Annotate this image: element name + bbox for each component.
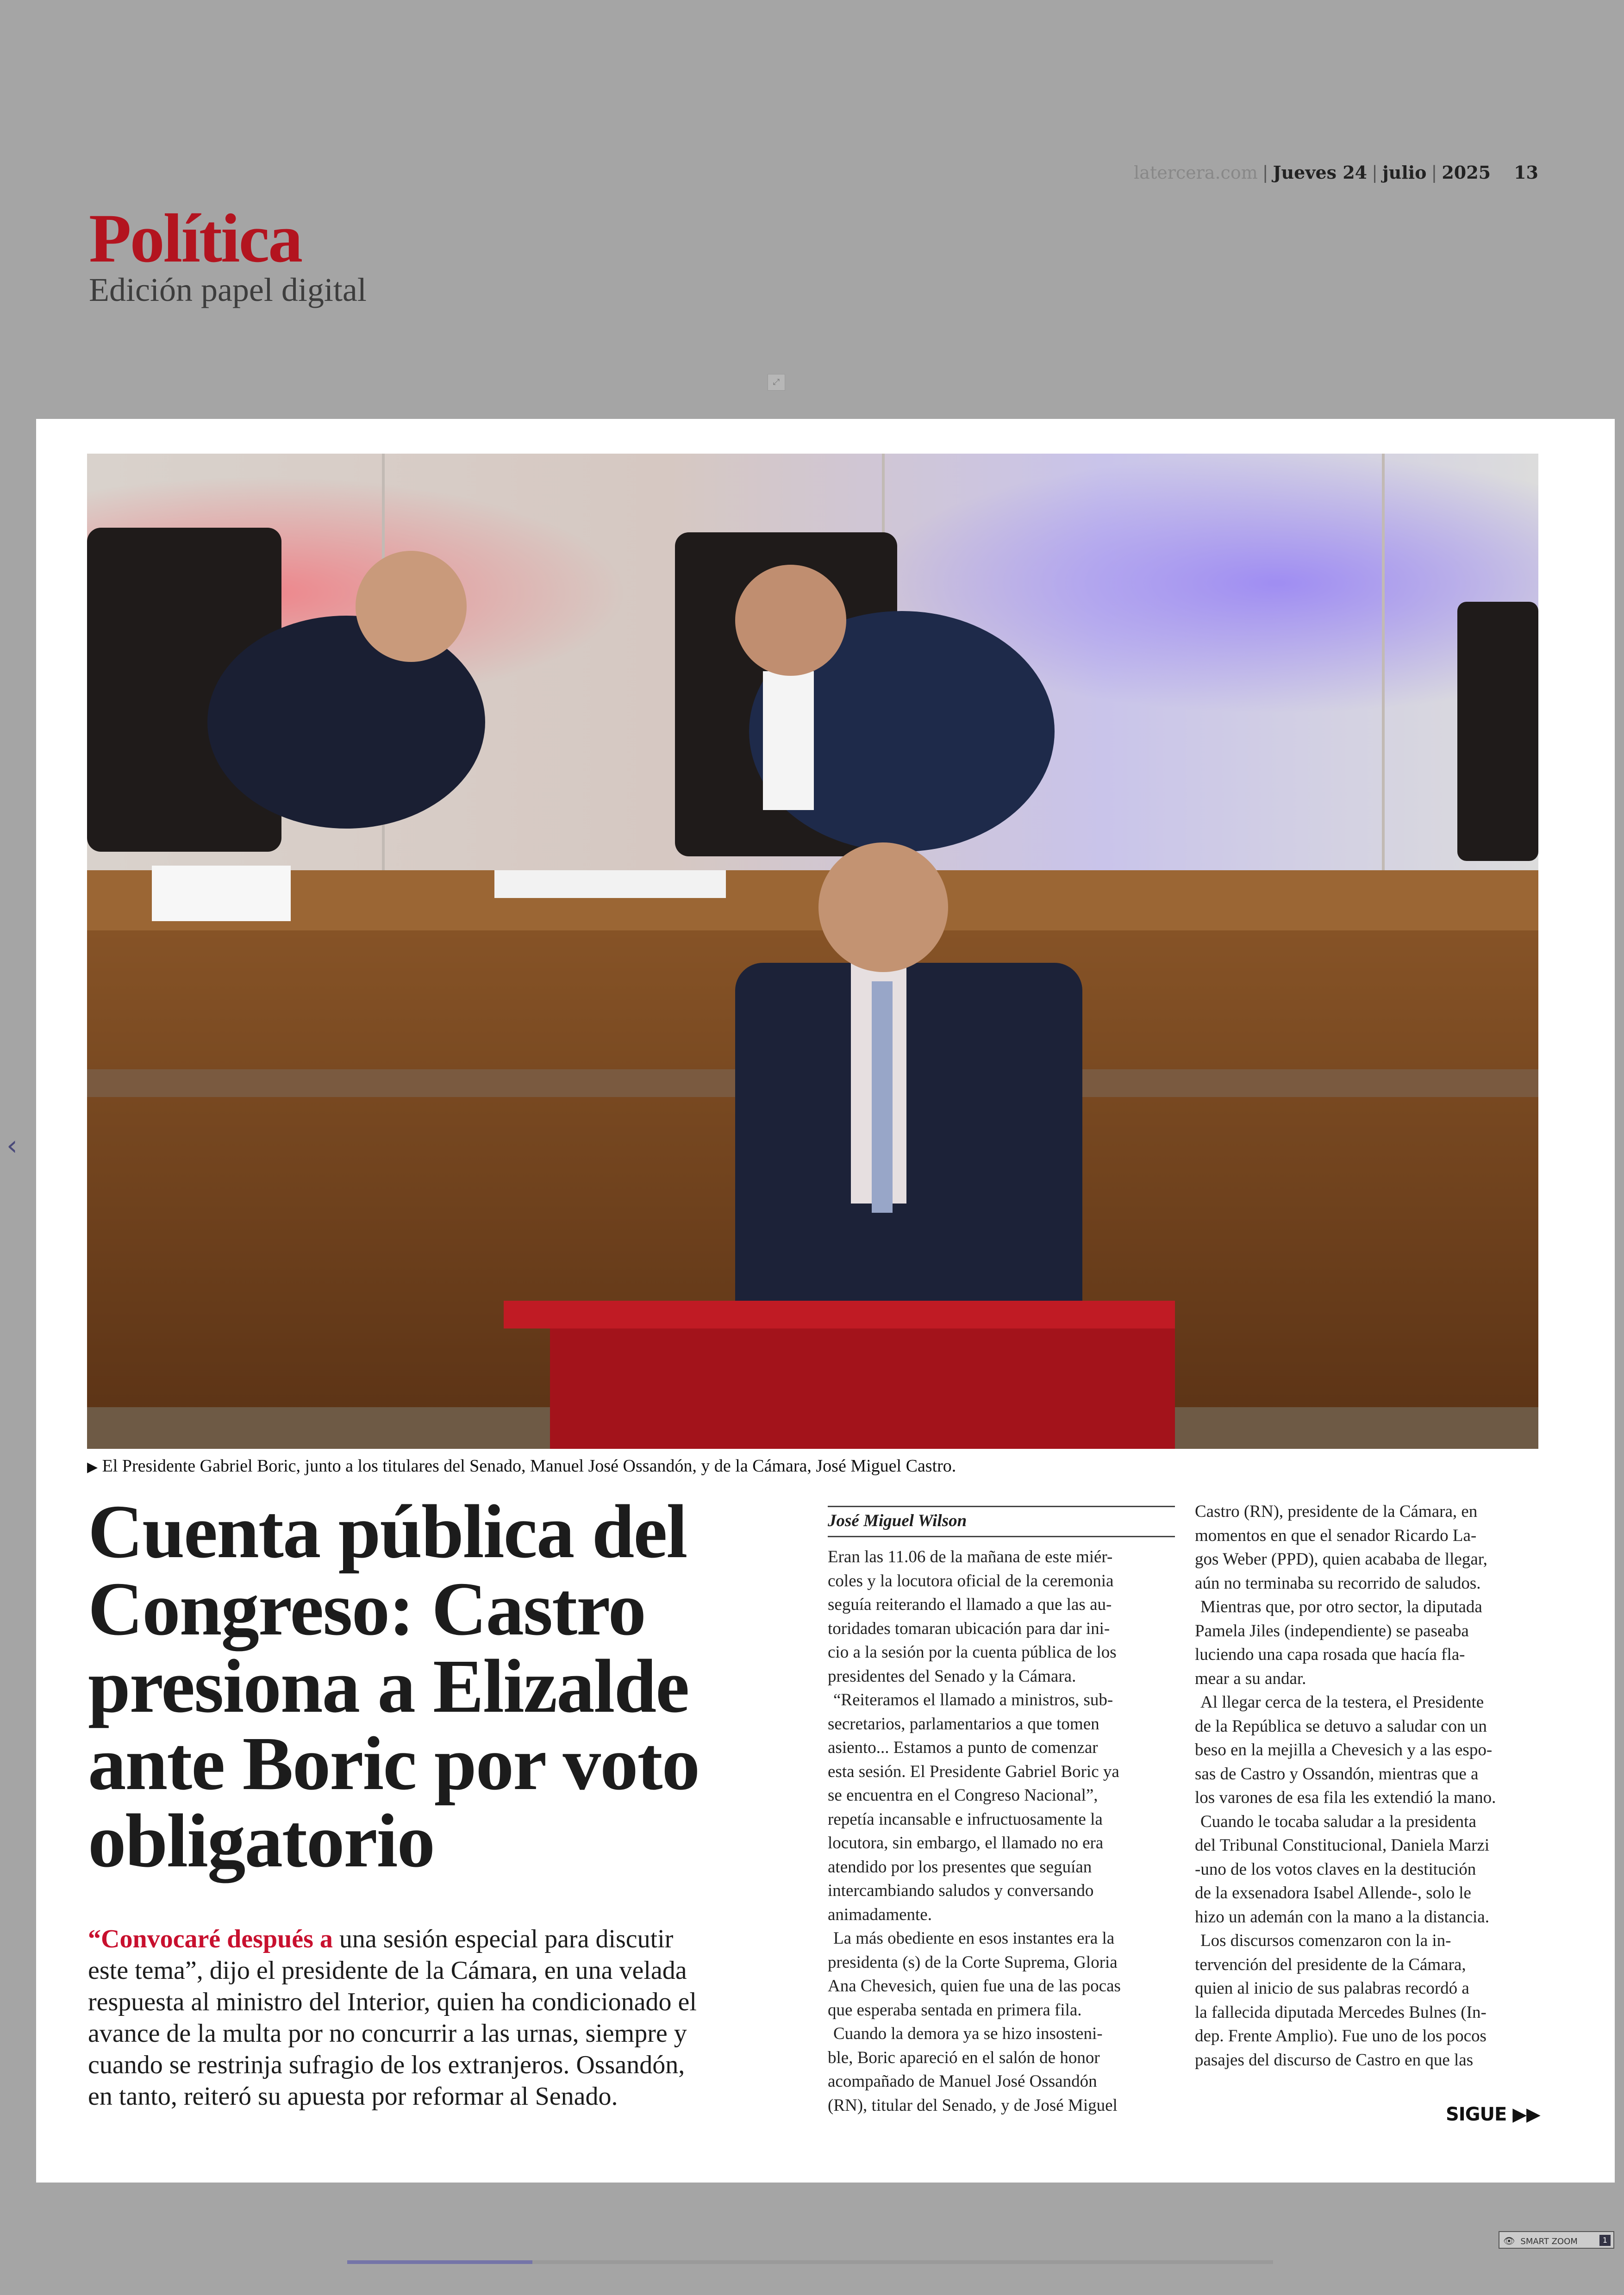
body-line: los varones de esa fila les extendió la mano. xyxy=(1195,1788,1496,1807)
caption-text: El Presidente Gabriel Boric, junto a los titulares del Senado, Manuel José Ossandón, y de la Cámara, José Miguel Castro. xyxy=(102,1456,956,1476)
lead-line: en tanto, reiteró su apuesta por reformar al Senado. xyxy=(88,2082,618,2111)
body-line: esta sesión. El Presidente Gabriel Boric ya xyxy=(828,1762,1119,1781)
byline: José Miguel Wilson xyxy=(828,1506,1175,1537)
lead-first-rest: una sesión especial para discutir xyxy=(332,1925,674,1953)
body-line: gos Weber (PPD), quien acababa de llegar, xyxy=(1195,1550,1487,1569)
page-meta: latercera.com | Jueves 24 | julio | 2025 13 xyxy=(1134,162,1538,183)
body-line: que esperaba sentada en primera fila. xyxy=(828,2000,1082,2020)
headline-line: presiona a Elizalde xyxy=(88,1644,689,1728)
body-column-2 xyxy=(1195,1500,1540,2072)
body-line: la fallecida diputada Mercedes Bulnes (In- xyxy=(1195,2002,1487,2022)
smart-zoom-label: SMART ZOOM xyxy=(1520,2237,1578,2246)
body-line: cio a la sesión por la cuenta pública de los xyxy=(828,1643,1117,1662)
caption-arrow-icon: ▶ xyxy=(87,1459,98,1475)
date-year: 2025 xyxy=(1442,162,1491,183)
body-line: toridades tomaran ubicación para dar ini- xyxy=(828,1619,1110,1638)
photo-caption xyxy=(87,1456,1538,1476)
smart-zoom-count: 1 xyxy=(1599,2235,1611,2246)
body-line: presidenta (s) de la Corte Suprema, Gloria xyxy=(828,1952,1118,1972)
body-line: animadamente. xyxy=(828,1905,932,1924)
body-line: acompañado de Manuel José Ossandón xyxy=(828,2072,1097,2091)
continue-link[interactable]: SIGUE ▶▶ xyxy=(1446,2104,1540,2125)
body-line: Ana Chevesich, quien fue una de las pocas xyxy=(828,1977,1121,1996)
lead-line: avance de la multa por no concurrir a las urnas, siempre y xyxy=(88,2019,687,2048)
lead-line xyxy=(88,1923,810,1955)
body-line: pasajes del discurso de Castro en que las xyxy=(1195,2050,1474,2070)
eye-icon: 👁 xyxy=(1503,2235,1515,2246)
body-column-1 xyxy=(828,1545,1175,2117)
body-line: seguía reiterando el llamado a que las au- xyxy=(828,1595,1112,1614)
headline-line: Congreso: Castro xyxy=(88,1566,645,1651)
headline-line: ante Boric por voto xyxy=(88,1721,700,1806)
body-line: tervención del presidente de la Cámara, xyxy=(1195,1955,1466,1974)
body-line: atendido por los presentes que seguían xyxy=(828,1857,1092,1877)
body-line: se encuentra en el Congreso Nacional”, xyxy=(828,1786,1098,1805)
body-line: locutora, sin embargo, el llamado no era xyxy=(828,1834,1104,1852)
body-line: dep. Frente Amplio). Fue uno de los pocos xyxy=(1195,2027,1487,2046)
smart-zoom-button[interactable] xyxy=(1499,2231,1614,2249)
body-line: Castro (RN), presidente de la Cámara, en xyxy=(1195,1502,1478,1521)
body-line: Mientras que, por otro sector, la diputada xyxy=(1200,1597,1482,1616)
section-title: Política xyxy=(89,200,302,277)
body-line: -uno de los votos claves en la destitución xyxy=(1195,1859,1476,1879)
body-line: La más obediente en esos instantes era la xyxy=(833,1929,1115,1948)
body-line: hizo un ademán con la mano a la distancia. xyxy=(1195,1907,1489,1927)
body-line: beso en la mejilla a Chevesich y a las espo- xyxy=(1195,1740,1493,1759)
article-photo xyxy=(87,454,1538,1449)
article-headline xyxy=(88,1489,829,1883)
body-line: Los discursos comenzaron con la in- xyxy=(1200,1931,1451,1950)
body-line: ble, Boric apareció en el salón de honor xyxy=(828,2048,1100,2067)
page-number: 13 xyxy=(1514,162,1538,183)
article-lead xyxy=(88,1923,810,2112)
site-name: latercera.com xyxy=(1134,162,1258,183)
body-line: presidentes del Senado y la Cámara. xyxy=(828,1666,1076,1686)
edition-subtitle: Edición papel digital xyxy=(89,271,367,308)
reading-progress-fill xyxy=(347,2260,532,2264)
body-line: Cuando la demora ya se hizo insosteni- xyxy=(833,2024,1103,2043)
lead-highlight: “Convocaré después a xyxy=(88,1925,333,1953)
lead-line: este tema”, dijo el presidente de la Cámara, en una velada xyxy=(88,1956,687,1985)
chevron-left-icon[interactable]: ‹ xyxy=(6,1129,18,1162)
body-line: de la exsenadora Isabel Allende-, solo le xyxy=(1195,1883,1471,1902)
body-line: del Tribunal Constitucional, Daniela Marzi xyxy=(1195,1836,1490,1855)
body-line: repetía incansable e infructuosamente la xyxy=(828,1809,1103,1829)
body-line: de la República se detuvo a saludar con un xyxy=(1195,1716,1487,1736)
headline-line: Cuenta pública del xyxy=(88,1489,687,1574)
body-line: coles y la locutora oficial de la ceremonia xyxy=(828,1571,1114,1590)
body-line: Pamela Jiles (independiente) se paseaba xyxy=(1195,1621,1469,1640)
body-line: aún no terminaba su recorrido de saludos. xyxy=(1195,1573,1481,1593)
body-line: intercambiando saludos y conversando xyxy=(828,1881,1094,1900)
body-line: quien al inicio de sus palabras recordó a xyxy=(1195,1979,1469,1998)
date-month: julio xyxy=(1382,162,1427,183)
headline-line: obligatorio xyxy=(88,1798,434,1883)
body-line: secretarios, parlamentarios a que tomen xyxy=(828,1714,1099,1734)
date-day: Jueves 24 xyxy=(1273,162,1368,183)
body-line: Al llegar cerca de la testera, el Presidente xyxy=(1200,1693,1484,1712)
body-line: Eran las 11.06 de la mañana de este miér- xyxy=(828,1547,1113,1566)
body-line: luciendo una capa rosada que hacía fla- xyxy=(1195,1645,1465,1664)
body-line: sas de Castro y Ossandón, mientras que a xyxy=(1195,1764,1479,1784)
body-line: asiento... Estamos a punto de comenzar xyxy=(828,1738,1098,1757)
lead-line: respuesta al ministro del Interior, quien ha condicionado el xyxy=(88,1988,697,2016)
lead-line: cuando se restrinja sufragio de los extranjeros. Ossandón, xyxy=(88,2051,685,2079)
newspaper-page xyxy=(36,419,1615,2183)
expand-icon[interactable]: ⤢ xyxy=(768,374,785,391)
body-line: “Reiteramos el llamado a ministros, sub- xyxy=(833,1690,1113,1709)
body-line: mear a su andar. xyxy=(1195,1669,1306,1688)
body-line: Cuando le tocaba saludar a la presidenta xyxy=(1200,1812,1476,1831)
body-line: momentos en que el senador Ricardo La- xyxy=(1195,1526,1477,1545)
body-line: (RN), titular del Senado, y de José Miguel xyxy=(828,2095,1118,2115)
